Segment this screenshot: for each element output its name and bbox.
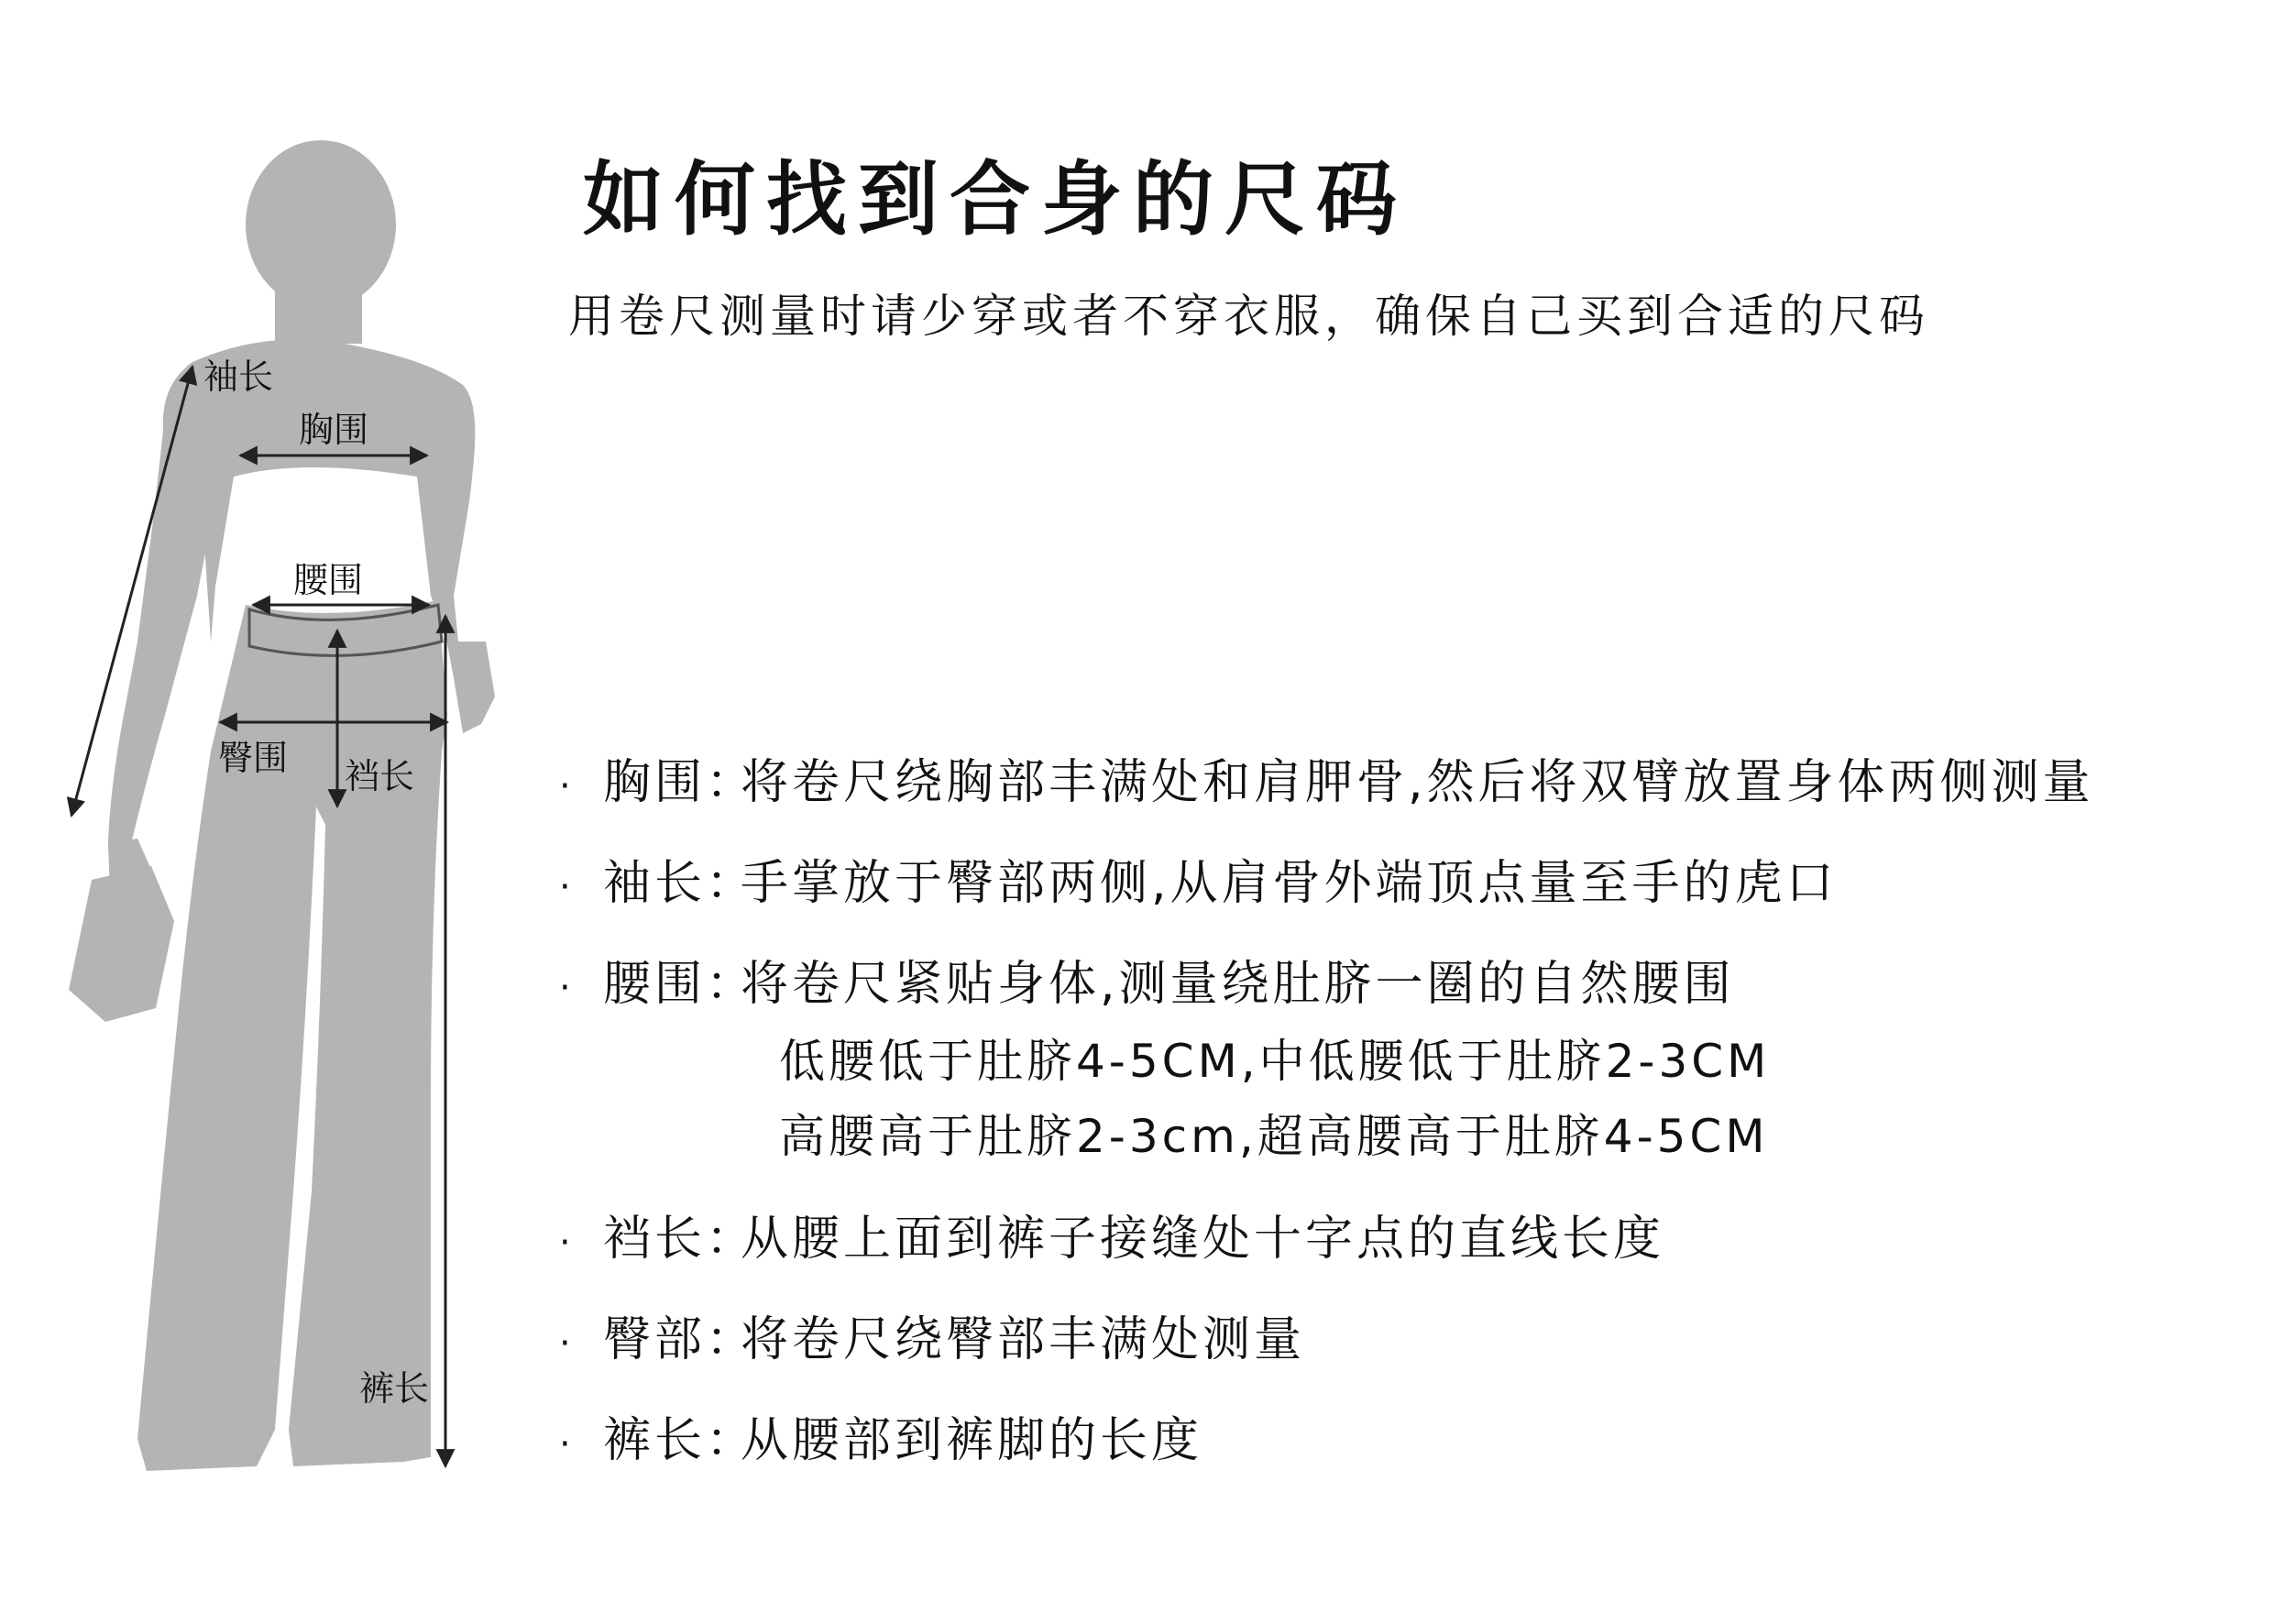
bullet: · — [559, 765, 575, 807]
definition-waist-note-2: 高腰高于肚脐2-3cm,超高腰高于肚脐4-5CM — [779, 1110, 1769, 1163]
definition-hip — [559, 1312, 1305, 1371]
definition-pants-length — [559, 1413, 1202, 1472]
definition-text: 将卷尺绕胸部丰满处和肩胛骨,然后将双臂放置身体两侧测量 — [741, 755, 2094, 810]
definition-term: 臀部： — [603, 1312, 758, 1367]
definition-text: 手掌放于臀部两侧,从肩骨外端顶点量至手的虎口 — [741, 856, 1838, 911]
definition-sleeve — [559, 856, 1838, 915]
label-rise: 裆长 — [345, 756, 415, 796]
definition-text: 将卷尺绕臀部丰满处测量 — [741, 1312, 1306, 1367]
label-chest: 胸围 — [299, 410, 369, 450]
definition-term: 胸围： — [603, 755, 758, 810]
body-silhouette — [69, 140, 495, 1471]
definition-term: 裆长： — [603, 1212, 758, 1267]
label-waist: 腰围 — [293, 560, 364, 600]
definition-waist-note-1: 低腰低于肚脐4-5CM,中低腰低于肚脐2-3CM — [779, 1035, 1771, 1088]
definition-text: 从腰上面到裤子接缝处十字点的直线长度 — [741, 1212, 1665, 1267]
bullet: · — [559, 967, 575, 1009]
definition-rise — [559, 1212, 1664, 1270]
label-hip: 臀围 — [218, 738, 289, 778]
page-subtitle: 用卷尺测量时请少穿或者不穿衣服，确保自己买到合适的尺码 — [568, 290, 1929, 343]
definition-text: 将卷尺紧贴身体,测量绕肚脐一圈的自然腰围 — [741, 957, 1735, 1012]
bullet: · — [559, 1222, 575, 1264]
definition-chest — [559, 755, 2094, 814]
definition-term: 腰围： — [603, 957, 758, 1012]
page-title: 如何找到合身的尺码 — [583, 152, 1409, 247]
bullet: · — [559, 1322, 575, 1365]
definition-term: 裤长： — [603, 1413, 758, 1468]
label-pants-length: 裤长 — [359, 1368, 430, 1409]
definition-waist — [559, 957, 1735, 1015]
definition-text: 从腰部到裤脚的长度 — [741, 1413, 1203, 1468]
label-sleeve: 袖长 — [203, 357, 274, 397]
bullet: · — [559, 866, 575, 908]
definition-term: 袖长： — [603, 856, 758, 911]
body-measurement-figure — [0, 0, 513, 1624]
bullet: · — [559, 1423, 575, 1465]
